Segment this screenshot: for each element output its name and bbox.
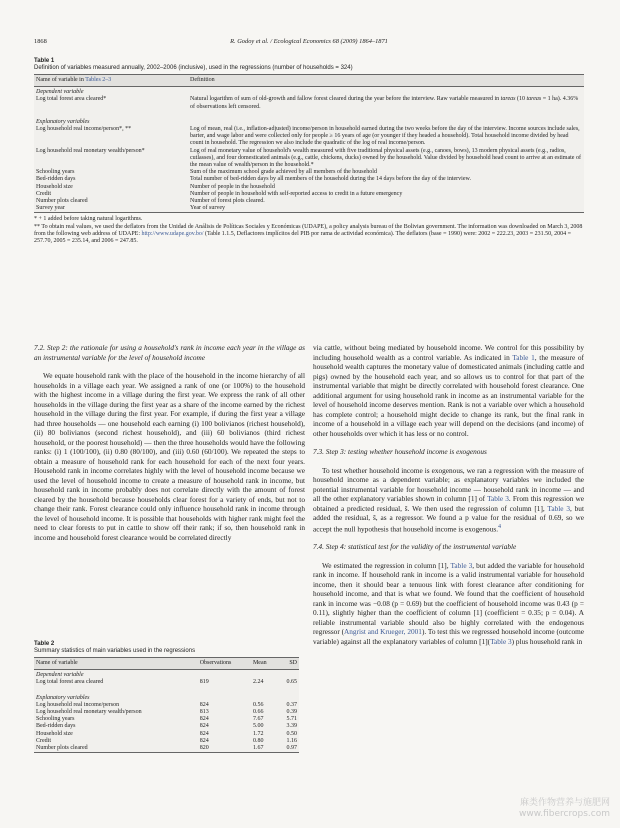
table-row: Schooling years Sum of the maximum school grade achieved by all members of the household [36,169,377,176]
page-number: 1868 [34,38,47,45]
table-3-link[interactable]: Table 3 [487,494,509,503]
footnote-1: * + 1 added before taking natural logarithms. [34,216,143,223]
table-3-link[interactable]: Table 3 [547,503,570,513]
table-2-group: Explanatory variables [36,694,90,701]
table-1-title: Definition of variables measured annually, 2002–2006 (inclusive), used in the regressions (number of households = 324) [34,65,353,71]
table-1 [34,58,584,245]
tables-link[interactable]: Tables 2–3 [85,77,112,83]
table-row: Survey year Year of survey [34,205,584,213]
paragraph: via cattle, without being mediated by household income. We control for this possibility by including household wealth as a control variable. As indicated in Table 1, the measure of household wealth captures the monetary value of domesticated animals (including cattle and pigs) owned by the household each year, and so allows us to control for that part of the instrumental variable that might be directly correlated with household forest clearance. One additional argument for using household rank in income as an instrumental variable for the level of household income deserves mention. Rank is not a variable over which a household has complete control; a household might decide to change its rank, but the final rank in income of a household in a village each year will depend on the decisions (and income) of other households over which it has less or no control. [313,343,584,438]
table-row: Log total forest area cleared* Natural logarithm of sum of old-growth and fallow forest cleared during the year before the interview. Raw variable measured in tareas (10 tareas = 1 ha). 4.36% of observations left censored. [36,96,579,110]
table-2-grid [34,657,299,753]
table-row: Log household real income/person*, ** Log of mean, real (i.e., inflation-adjusted) income/person in household earned during the two weeks before the day of the interview. Income sources include sales, barter, and wage labor and were collected only for people ≥ 16 years of age (or younger if they headed a household). Total household income divided by head count in household. The regression we also include the quadratic of the log of real income/person. [36,126,580,147]
table-1-label: Table 1 [34,58,55,64]
paragraph: We estimated the regression in column [1], Table 3, but added the variable for household rank in income. If household rank in income is a valid instrumental variable for household income, then it should bear a tenuous link with forest clearance after conditioning for household income, and that is what we found. We found that the coefficient of household rank in income was −0.08 (p = 0.69) but the coefficient of household income was 0.43 (p = 0.11), slightly higher than the coefficient of column [1] (coefficient = 0.35; p = 0.04). A reliable instrumental variable should also be highly correlated with the endogenous regressor (Angrist and Krueger, 2001). To test this we regressed household income (outcome variable) against all the explanatory variables of column [1](Table 3) plus household rank in [313,560,585,646]
table-row: Log total forest area cleared 819 2.24 0.65 [36,679,297,686]
table-row: Bed-ridden days Total number of bed-ridden days by all members of the household during the 14 days before the day of the interview. [36,176,471,183]
table-2-header: Mean [251,658,277,670]
table-row: Log household real income/person 824 0.56 0.37 [36,701,297,708]
table-row: Household size 824 1.72 0.50 [36,730,297,737]
table-2-header: Observations [198,658,251,670]
table-1-grid [34,74,584,213]
table-row: Credit 824 0.80 1.16 [36,737,297,744]
table-2-group: Dependent variable [36,672,84,679]
right-column [313,343,584,646]
table-row: Log household real monetary wealth/person 813 0.66 0.39 [36,709,297,716]
section-heading-7-2: 7.2. Step 2: the rationale for using a household's rank in income each year in the village as an instrumental variable for the level of household income [34,343,305,362]
watermark: 麻类作物营养与施肥网 www.fibercrops.com [519,798,610,819]
table-1-link[interactable]: Table 1 [512,352,535,362]
table-2 [34,641,299,753]
table-1-footnotes [34,216,584,245]
footnote-ref[interactable]: 4 [498,523,502,530]
table-3-link[interactable]: Table 3 [450,560,473,570]
paragraph: We equate household rank with the place of the household in the income hierarchy of all households in a village each year. We assigned a rank of one (or 100%) to the household with the highest income in a village during the first year. We express the rank of all other households in the village during the first year as a share of the income earned by the richest household in the village during the first year. For example, if during the first year a village had three households — one household each earning (i) 100 bolivianos (richest household), (ii) 80 bolivianos (second richest household), and (iii) 60 bolivianos (third richest household, or the poorest household) — then the three households would have the following ranks: (i) 1 (100/100), (ii) 0.80 (80/100), and (iii) 0.60 (60/100). We repeated the steps to obtain a measure of household rank for each household for each of the next four years. Household rank in income correlates highly with the level of household income because we used the level of household income to create a measure of household rank in income, but household rank in income probably does not correlate directly with the amount of forest cleared by the household because households clear forest for a variety of ends, but not to change their rank. Forest clearance could only influence household rank in income through the level of household income. It is possible that households with higher rank might feel the need to clear forests to put in cattle to show off their rank; if so, then household rank in income and household forest clearance would be correlated directly [34,371,305,542]
table-row: Number plots cleared Number of forest plots cleared. [36,198,265,205]
table-1-header-name: Name of variable in Tables 2–3 [34,75,188,87]
table-row: Household size Number of people in the household [36,183,275,190]
table-1-group: Explanatory variables [36,118,90,125]
table-1-group: Dependent variable [36,89,84,96]
udape-link[interactable]: http://www.udape.gov.bo/ [141,230,204,237]
section-heading-7-3: 7.3. Step 3: testing whether household income is exogenous [313,447,487,456]
table-3-link[interactable]: Table 3 [490,636,512,646]
page-header [34,38,584,50]
citation-link[interactable]: Angrist and Krueger, 2001 [344,627,422,637]
table-row: Number plots cleared 820 1.67 0.97 [36,745,297,752]
table-row: Credit Number of people in household with self-reported access to credit in a future emergency [36,190,403,197]
table-row: Log household real monetary wealth/person* Log of real monetary value of household's wealth measured with five traditional physical assets (e.g., canoes, bows), 13 modern physical assets (e.g., radios, cutlasses), and four domesticated animals (e.g., cattle, chickens, ducks) owned by the household. Value divided by household head count to arrive at an estimate of the mean value of wealth/person in the household.* [36,147,581,169]
running-head: R. Godoy et al. / Ecological Economics 68 (2009) 1864–1871 [230,38,388,45]
paragraph: To test whether household income is exogenous, we ran a regression with the measure of household income as a dependent variable; as explanatory variables we included the potential instrumental variable for household income — household rank in income — and all the other explanatory variables shown in column [1] of Table 3. From this regression we obtained a predicted residual, ŝ. We then used the regression of column [1], Table 3, but added the residual, ŝ, as a regressor. We found a p value for the residual of 0.69, so we accept the null hypothesis that household income is exogenous.$^4$ [313,465,584,533]
section-heading-7-4: 7.4. Step 4: statistical test for the validity of the instrumental variable [313,542,517,552]
table-2-title: Summary statistics of main variables used in the regressions [34,648,196,654]
table-1-header-definition: Definition [188,75,584,87]
table-2-header: SD [277,658,299,670]
table-2-label: Table 2 [34,641,55,647]
table-2-header: Name of variable [34,658,198,670]
table-row: Bed-ridden days 824 5.00 3.39 [36,723,297,730]
footnote-2: ** To obtain real values, we used the deflators from the Unidad de Análisis de Políticas Sociales y Económicas (UDAPE), a policy analysis bureau of the Bolivian government. The information was downloaded on March 3, 2008 from the following web address of UDAPE: http://www.udape.gov.bo/ (Table 1.1.5, Deflactores implícitos del PIB por rama de actividad económica). The deflators (base = 1990) were: 2002 = 222.23, 2003 = 231.50, 2004 = 257.70, 2005 = 235.14, and 2006 = 247.85. [34,223,583,245]
left-column [34,343,305,542]
table-row: Schooling years 824 7.67 5.71 [36,716,297,723]
